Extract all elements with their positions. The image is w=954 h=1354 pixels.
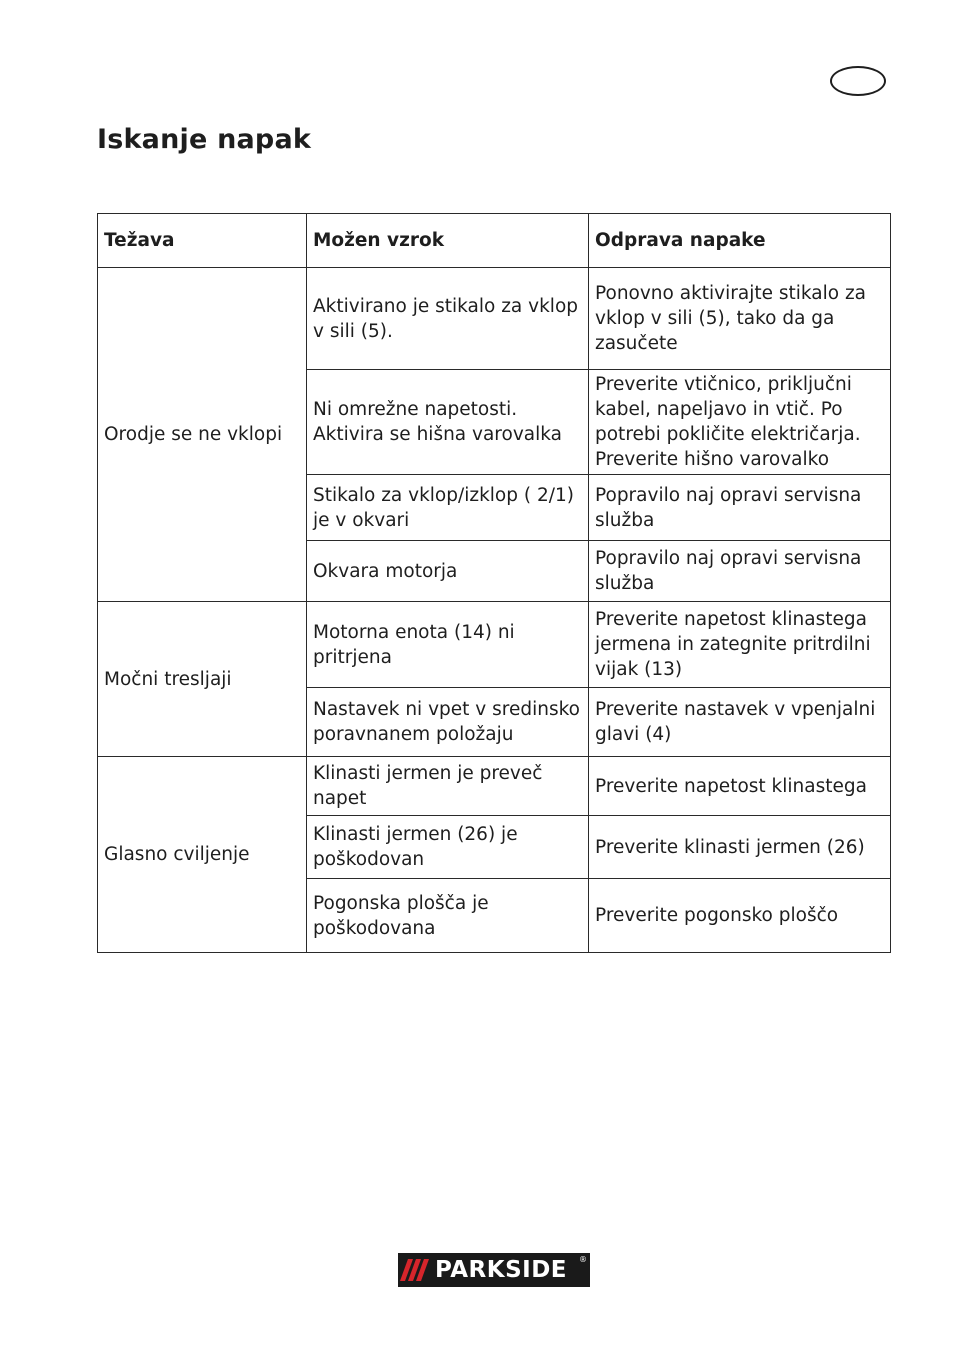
cause-cell: Klinasti jermen (26) je poškodovan	[307, 816, 589, 879]
cause-cell: Okvara motorja	[307, 541, 589, 602]
logo-text: PARKSIDE	[435, 1257, 568, 1283]
remedy-cell: Preverite napetost klinastega jermena in zategnite pritrdilni vijak (13)	[589, 602, 891, 688]
remedy-cell: Preverite vtičnico, priključni kabel, napeljavo in vtič. Po potrebi pokličite električarja. Preverite hišno varovalko	[589, 370, 891, 475]
troubleshooting-table	[97, 213, 891, 953]
language-badge	[830, 66, 886, 96]
problem-cell: Močni tresljaji	[98, 602, 307, 757]
column-header-cause: Možen vzrok	[307, 214, 589, 268]
cause-cell: Aktivirano je stikalo za vklop v sili (5).	[307, 268, 589, 370]
parkside-logo	[398, 1253, 590, 1287]
column-header-remedy: Odprava napake	[589, 214, 891, 268]
problem-cell: Glasno cviljenje	[98, 757, 307, 953]
table-header-row	[98, 214, 891, 268]
table-row	[98, 268, 891, 370]
column-header-problem: Težava	[98, 214, 307, 268]
cause-cell: Motorna enota (14) ni pritrjena	[307, 602, 589, 688]
cause-cell: Stikalo za vklop/izklop ( 2/1) je v okvari	[307, 475, 589, 541]
remedy-cell: Preverite pogonsko ploščo	[589, 879, 891, 953]
remedy-cell: Preverite klinasti jermen (26)	[589, 816, 891, 879]
cause-cell: Pogonska plošča je poškodovana	[307, 879, 589, 953]
registered-mark: ®	[579, 1255, 587, 1264]
cause-cell: Klinasti jermen je preveč napet	[307, 757, 589, 816]
remedy-cell: Popravilo naj opravi servisna služba	[589, 475, 891, 541]
problem-cell: Orodje se ne vklopi	[98, 268, 307, 602]
page-title: Iskanje napak	[97, 124, 312, 155]
remedy-cell: Preverite nastavek v vpenjalni glavi (4)	[589, 688, 891, 757]
remedy-cell: Popravilo naj opravi servisna služba	[589, 541, 891, 602]
cause-cell: Ni omrežne napetosti. Aktivira se hišna varovalka	[307, 370, 589, 475]
table-row	[98, 757, 891, 816]
cause-cell: Nastavek ni vpet v sredinsko poravnanem položaju	[307, 688, 589, 757]
table-row	[98, 602, 891, 688]
remedy-cell: Ponovno aktivirajte stikalo za vklop v sili (5), tako da ga zasučete	[589, 268, 891, 370]
logo-stripes	[404, 1259, 425, 1281]
remedy-cell: Preverite napetost klinastega	[589, 757, 891, 816]
